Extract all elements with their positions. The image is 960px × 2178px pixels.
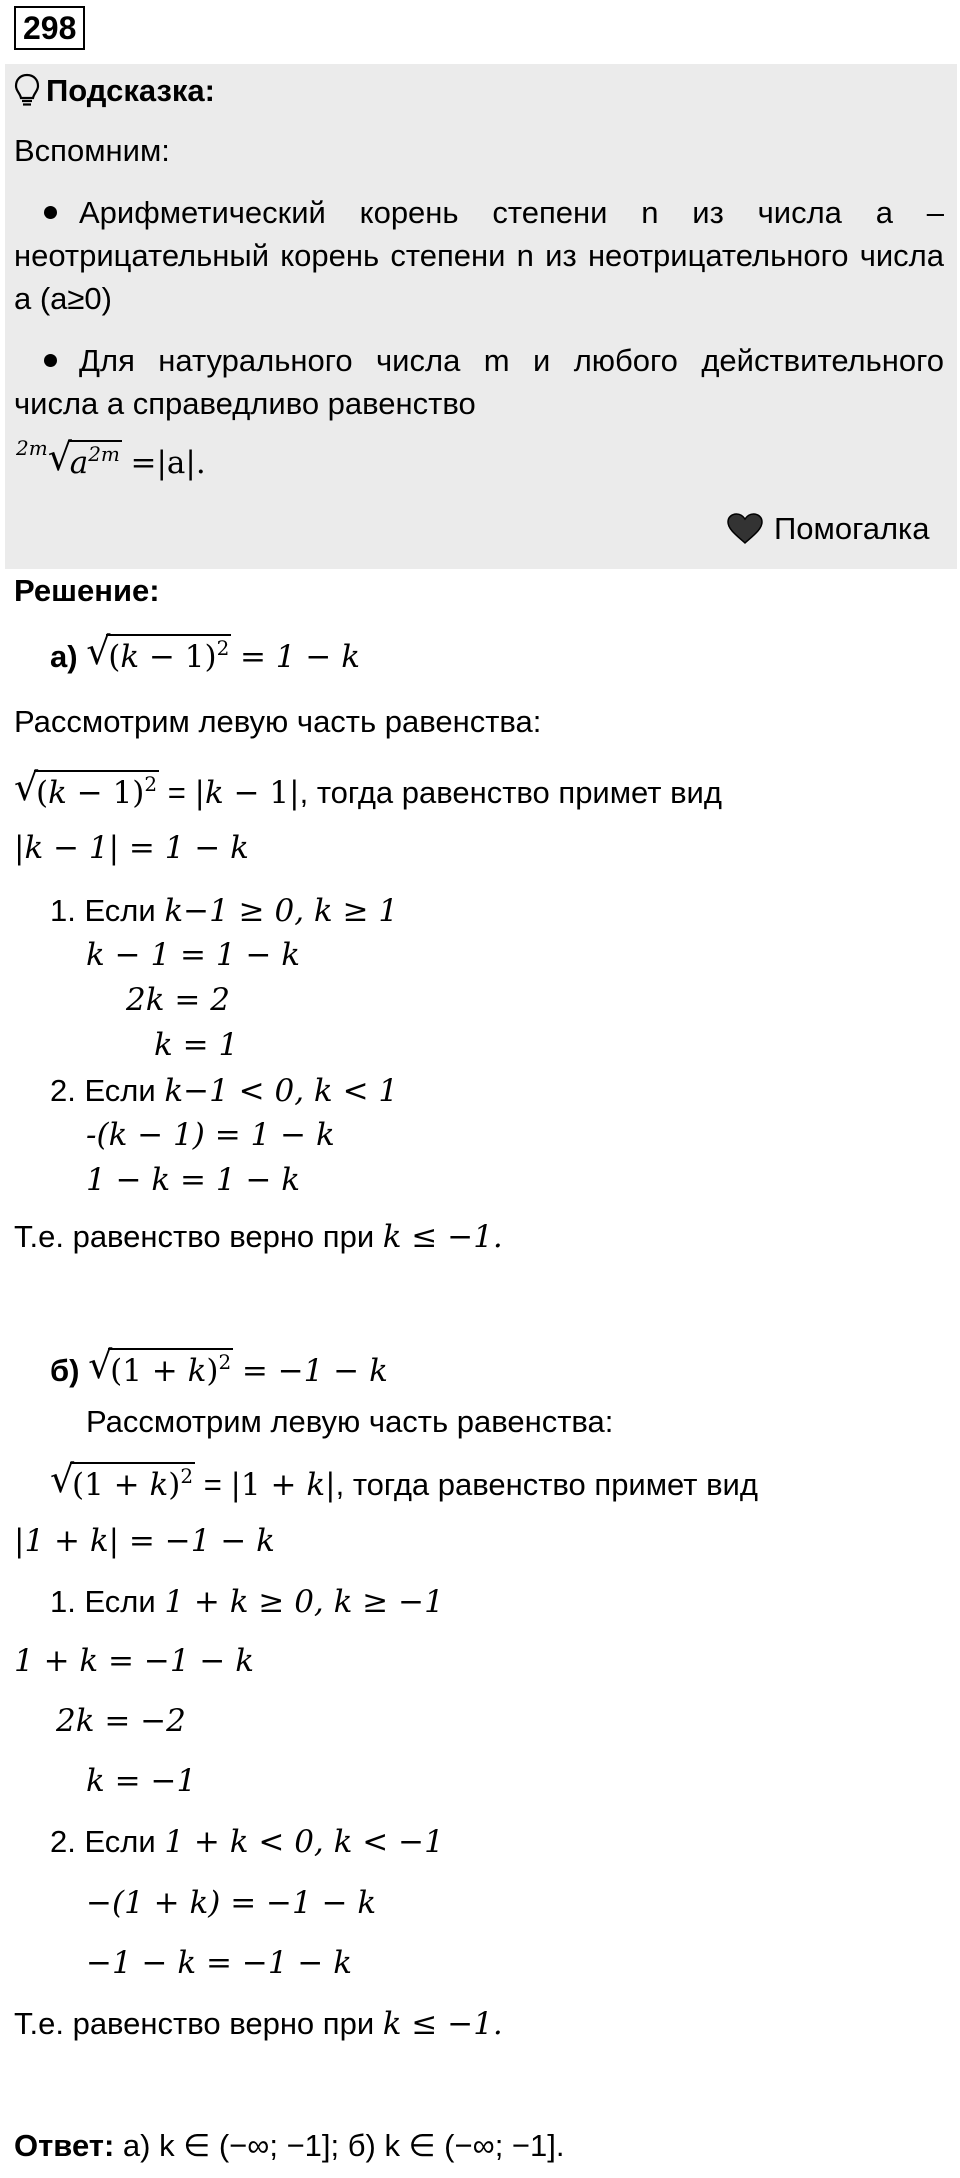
part-a-c1-line-2: 2k = 2 bbox=[126, 982, 230, 1018]
part-b-c1-line-1: 1 + k = −1 − k bbox=[14, 1643, 255, 1679]
solution-title: Решение: bbox=[14, 573, 160, 608]
hint-recall: Вспомним: bbox=[14, 133, 170, 168]
part-a-case-2: 2. Если k−1 < 0, k < 1 bbox=[50, 1073, 399, 1109]
heart-icon bbox=[726, 512, 764, 552]
consider-left-a: Рассмотрим левую часть равенства: bbox=[14, 704, 542, 739]
part-a-c1-line-3: k = 1 bbox=[154, 1027, 239, 1063]
brand-label: Помогалка bbox=[726, 510, 930, 552]
part-a-equation: а) √ $(k - 1)^2 = 1 - k$ bbox=[50, 629, 360, 675]
part-b-c2-line-1: −(1 + k) = −1 − k bbox=[86, 1885, 377, 1921]
part-b-case-1: 1. Если 1 + k ≥ 0, k ≥ −1 bbox=[50, 1584, 444, 1620]
part-b-equation: б) √ $(1 + k)^2 = -1 - k$ bbox=[50, 1343, 388, 1389]
hint-formula: $^{2m}$ √ $a^{2m} =|a|$. bbox=[16, 435, 206, 481]
part-a-case-1: 1. Если k−1 ≥ 0, k ≥ 1 bbox=[50, 893, 399, 929]
part-a-c2-line-1: -(k − 1) = 1 − k bbox=[86, 1117, 335, 1153]
part-b-c1-line-3: k = −1 bbox=[86, 1763, 197, 1799]
part-a-conclusion: Т.е. равенство верно при k ≤ −1. bbox=[14, 1219, 503, 1255]
part-a-c2-line-2: 1 − k = 1 − k bbox=[86, 1162, 301, 1198]
answer: Ответ: а) k ∈ (−∞; −1]; б) k ∈ (−∞; −1]. bbox=[14, 2128, 565, 2163]
hint-bullet-2: Для натурального числа m и любого действительного числа a справедливо равенство bbox=[14, 343, 944, 421]
part-b-root-abs: √ $(1 + k)^2 = |1 + k|$, тогда равенство примет вид bbox=[50, 1457, 758, 1503]
part-a-abs-eq: |k − 1| = 1 − k bbox=[14, 830, 249, 866]
part-b-abs-eq: |1 + k| = −1 − k bbox=[14, 1523, 275, 1559]
part-b-c1-line-2: 2k = −2 bbox=[56, 1703, 186, 1739]
part-a-c1-line-1: k − 1 = 1 − k bbox=[86, 937, 301, 973]
part-b-case-2: 2. Если 1 + k < 0, k < −1 bbox=[50, 1824, 444, 1860]
part-b-conclusion: Т.е. равенство верно при k ≤ −1. bbox=[14, 2006, 503, 2042]
lightbulb-icon bbox=[14, 73, 40, 115]
hint-title: Подсказка: bbox=[46, 73, 215, 108]
consider-left-b: Рассмотрим левую часть равенства: bbox=[86, 1404, 614, 1439]
bullet-dot bbox=[44, 206, 57, 219]
bullet-dot bbox=[44, 354, 57, 367]
part-b-c2-line-2: −1 − k = −1 − k bbox=[86, 1945, 353, 1981]
part-a-root-abs: √ $(k - 1)^2 = |k - 1|$, тогда равенство примет вид bbox=[14, 765, 722, 811]
hint-bullet-1: Арифметический корень степени n из числа a – неотрицательный корень степени n из неотрицательного числа a (a≥0) bbox=[14, 195, 944, 316]
hint-header bbox=[14, 72, 215, 115]
task-number: 298 bbox=[14, 6, 85, 50]
